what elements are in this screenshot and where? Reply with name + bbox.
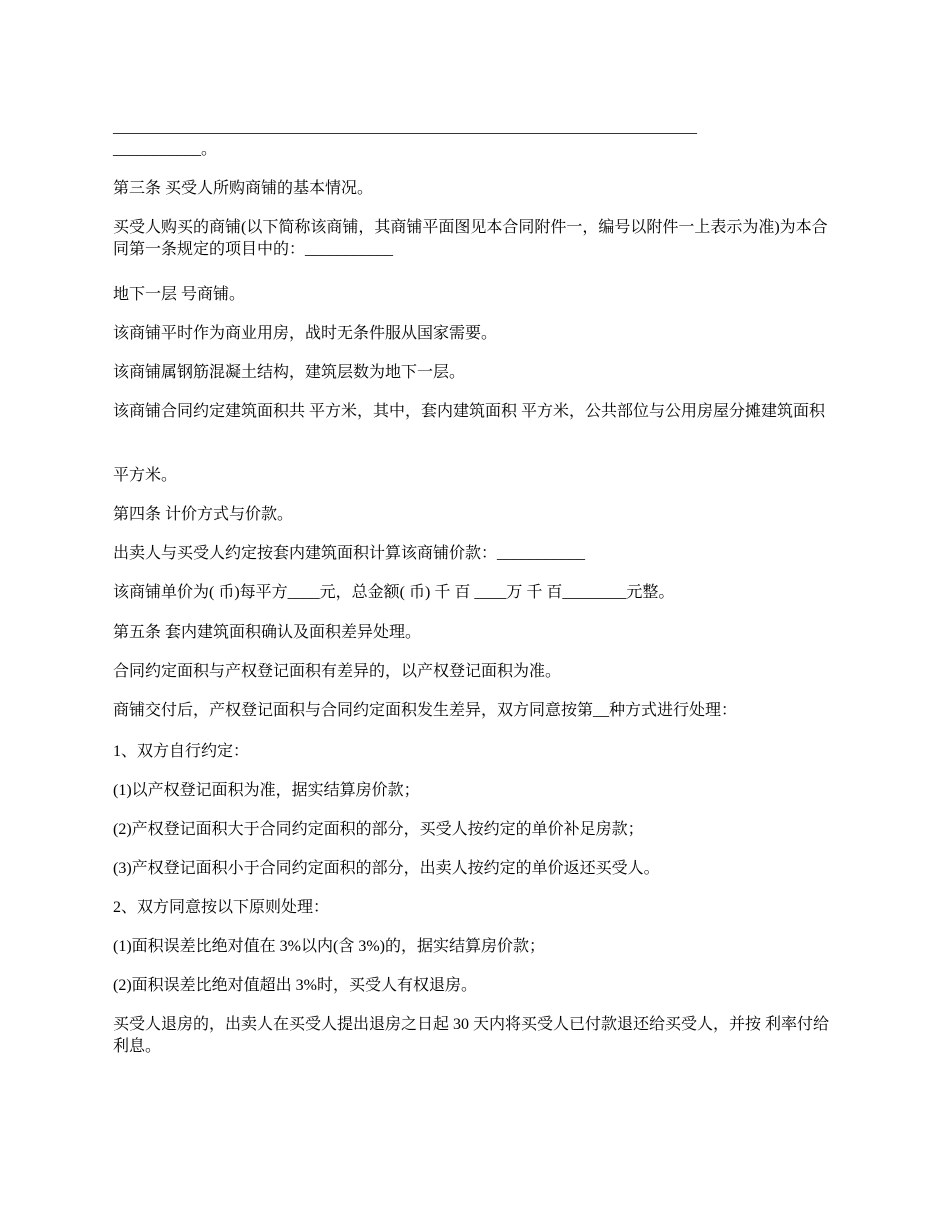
paragraph-shop-purchase: 买受人购买的商铺(以下简称该商铺，其商铺平面图见本合同附件一，编号以附件一上表示为准)为本合同第一条规定的项目中的：___________: [113, 219, 828, 258]
article-5-heading: 第五条 套内建筑面积确认及面积差异处理。: [113, 624, 422, 641]
paragraph-unit-price: 该商铺单价为( 币)每平方____元，总金额( 币) 千 百 ____万 千 百________元整。: [113, 584, 675, 601]
paragraph-refund: 买受人退房的，出卖人在买受人提出退房之日起 30 天内将买受人已付款退还给买受人，并按 利率付给利息。: [113, 1016, 830, 1055]
paragraph-option-1-1: (1)以产权登记面积为准，据实结算房价款；: [113, 782, 420, 799]
paragraph-option-1-3: (3)产权登记面积小于合同约定面积的部分，出卖人按约定的单价返还买受人。: [113, 860, 660, 877]
paragraph-shop-use: 该商铺平时作为商业用房，战时无条件服从国家需要。: [113, 325, 498, 342]
paragraph-option-2: 2、双方同意按以下原则处理：: [113, 899, 330, 916]
blank-line-end: ___________。: [113, 141, 218, 158]
paragraph-area-difference: 合同约定面积与产权登记面积有差异的，以产权登记面积为准。: [113, 663, 562, 680]
paragraph-option-1: 1、双方自行约定：: [113, 743, 250, 760]
article-3-heading: 第三条 买受人所购商铺的基本情况。: [113, 180, 374, 197]
paragraph-option-2-2: (2)面积误差比绝对值超出 3%时，买受人有权退房。: [113, 977, 477, 994]
paragraph-after-delivery: 商铺交付后，产权登记面积与合同约定面积发生差异，双方同意按第__种方式进行处理：: [113, 702, 738, 719]
paragraph-shop-area: 该商铺合同约定建筑面积共 平方米，其中，套内建筑面积 平方米，公共部位与公用房屋分摊建筑面积: [113, 403, 826, 420]
paragraph-option-2-1: (1)面积误差比绝对值在 3%以内(含 3%)的，据实结算房价款；: [113, 938, 545, 955]
paragraph-price-method: 出卖人与买受人约定按套内建筑面积计算该商铺价款：___________: [113, 545, 586, 562]
paragraph-shop-structure: 该商铺属钢筋混凝土结构，建筑层数为地下一层。: [113, 364, 466, 381]
paragraph-option-1-2: (2)产权登记面积大于合同约定面积的部分，买受人按约定的单价补足房款；: [113, 821, 644, 838]
blank-line: _________________________________________________________________________: [113, 119, 697, 136]
article-4-heading: 第四条 计价方式与价款。: [113, 506, 294, 523]
paragraph-shop-floor: 地下一层 号商铺。: [113, 286, 246, 303]
paragraph-square-meters: 平方米。: [113, 467, 178, 484]
